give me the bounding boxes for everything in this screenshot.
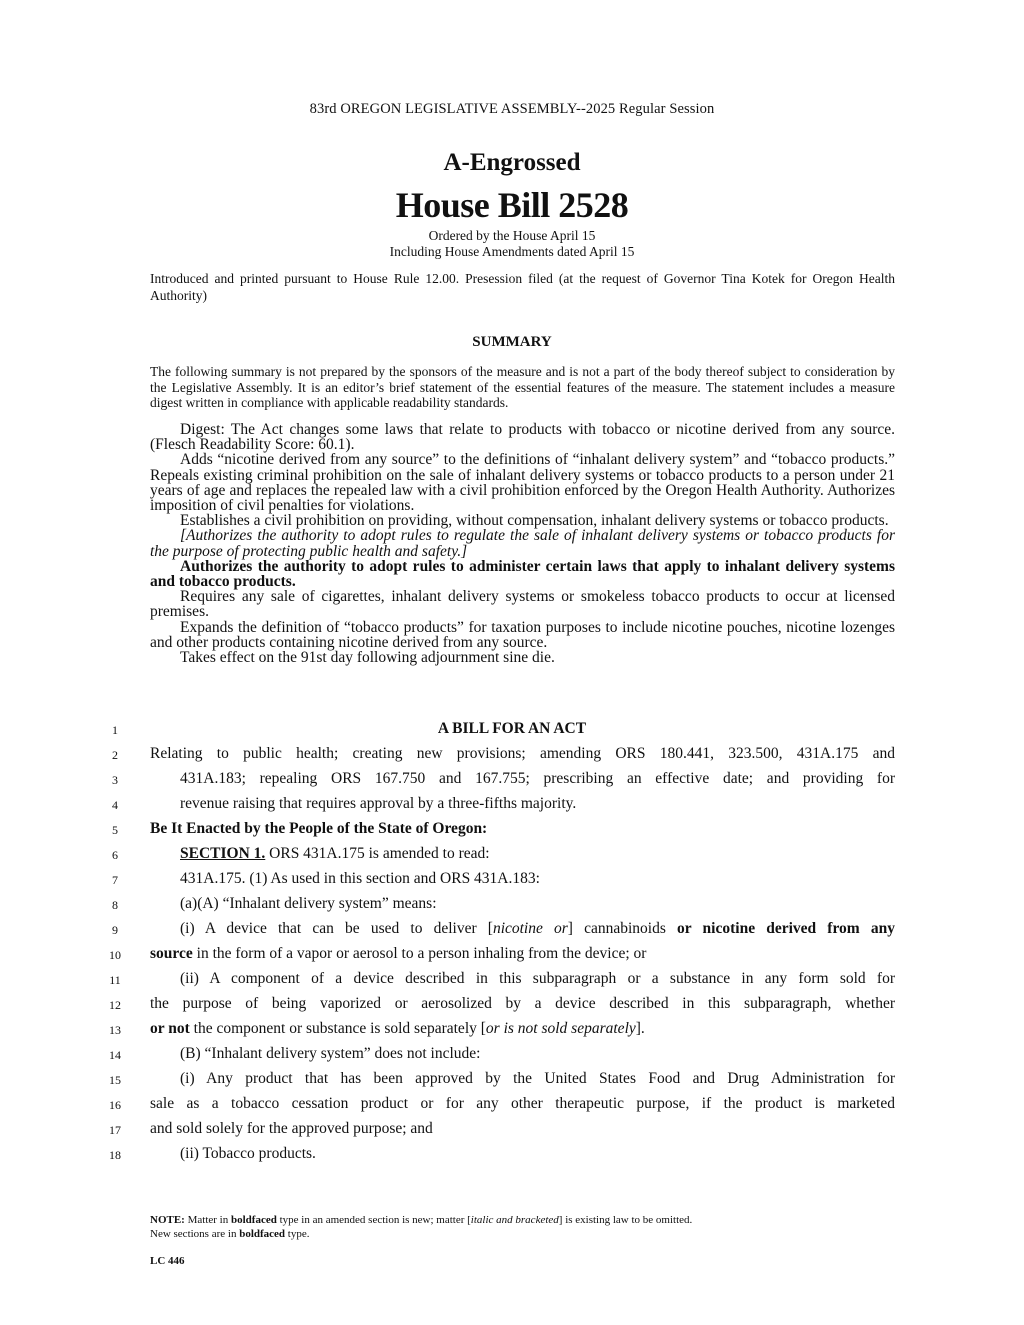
line-number: 11 [109,973,121,987]
note-text: Matter in [184,1214,231,1226]
digest-paragraph: Establishes a civil prohibition on providing, without compensation, inhalant delivery systems or tobacco products. [180,512,889,530]
digest-paragraph: Expands the definition of “tobacco products” for taxation purposes to include nicotine pouches, nicotine lozenges and other products containing nicotine derived from any source. [150,618,895,651]
digest-paragraph-new: Authorizes the authority to adopt rules to administer certain laws that apply to inhalant delivery systems and tobacco products. [150,557,895,591]
bill-line: 431A.175. (1) As used in this section and ORS 431A.183: [180,870,540,887]
line-number: 18 [109,1148,121,1162]
note-text: ] is existing law to be omitted. [558,1214,693,1226]
bill-line [180,920,895,938]
line-number: 12 [109,998,121,1012]
line-text: (i) A device that can be used to deliver [ [180,920,493,937]
note-line-2 [150,1227,910,1241]
bill-line: the purpose of being vaporized or aerosolized by a device described in this subparagraph, whether [150,995,895,1012]
bill-line: revenue raising that requires approval by a three-fifths majority. [180,795,577,812]
bill-line: sale as a tobacco cessation product or for any other therapeutic purpose, if the product is marketed [150,1095,895,1112]
digest-paragraph: Takes effect on the 91st day following adjournment sine die. [180,649,555,667]
line-number: 15 [109,1073,121,1087]
note-text: type. [285,1228,310,1240]
line-number: 2 [112,748,118,762]
digest-paragraph: Digest: The Act changes some laws that relate to products with tobacco or nicotine derived from any source. (Flesch Readability Score: 60.1). [150,421,895,454]
bill-line [150,1020,895,1038]
ordered-block [0,228,1024,260]
note-italic: italic and bracketed [470,1214,559,1226]
line-text: the component or substance is sold separately [ [189,1020,486,1037]
bill-line: (ii) A component of a device described in this subparagraph or a substance in any form sold for [180,970,895,987]
note-line-1 [150,1213,910,1227]
line-number: 3 [112,773,118,787]
section-text: ORS 431A.175 is amended to read: [265,845,490,862]
session-heading: 83rd OREGON LEGISLATIVE ASSEMBLY--2025 Regular Session [309,101,715,117]
engrossed-label: A-Engrossed [443,149,581,176]
note-bold: boldfaced [239,1228,286,1240]
line-text: in the form of a vapor or aerosol to a person inhaling from the device; or [192,945,647,962]
deleted-text: nicotine or [492,920,568,937]
bill-line: Relating to public health; creating new provisions; amending ORS 180.441, 323.500, 431A.175 and [150,745,895,762]
ordered-line-1: Ordered by the House April 15 [428,228,596,243]
line-number: 4 [112,798,118,812]
new-text: or not [150,1020,190,1037]
note-text: New sections are in [150,1228,240,1240]
bill-line [150,945,895,963]
bill-line: 431A.183; repealing ORS 167.750 and 167.755; prescribing an effective date; and providing for [180,770,895,787]
bill-line: (i) Any product that has been approved by the United States Food and Drug Administration for [180,1070,895,1087]
bill-line: (B) “Inhalant delivery system” does not include: [180,1045,481,1062]
line-number: 7 [112,873,118,887]
line-number: 9 [112,923,118,937]
line-number: 6 [112,848,118,862]
introduced-note: Introduced and printed pursuant to House Rule 12.00. Presession filed (at the request of Governor Tina Kotek for Oregon Health Authority) [150,271,895,303]
section-heading [180,845,925,863]
note-bold: boldfaced [230,1214,277,1226]
line-number: 16 [109,1098,121,1112]
new-text: source [150,945,193,962]
section-label: SECTION 1. [180,845,266,862]
line-number: 14 [109,1048,121,1062]
deleted-text: or is not sold separately [485,1020,636,1037]
summary-heading: SUMMARY [472,334,552,350]
note-label: NOTE: [150,1214,185,1226]
line-number: 1 [112,723,118,737]
line-number: 13 [109,1023,121,1037]
summary-intro: The following summary is not prepared by the sponsors of the measure and is not a part of the body thereof subject to consideration by the Legislative Assembly. It is an editor’s brief statement of the essential features of the measure. The statement includes a measure digest written in compliance with applicable readability standards. [150,364,895,411]
bill-line: and sold solely for the approved purpose; and [150,1120,433,1137]
digest-paragraph: Adds “nicotine derived from any source” to the definitions of “inhalant delivery system” and “tobacco products.” Repeals existing criminal prohibition on the sale of inhalant delivery systems or tobacco products to a person under 21 years of age and replaces the repealed law with a civil prohibition enforced by the Oregon Health Authority. Authorizes imposition of civil penalties for violations. [150,451,895,515]
bill-title: House Bill 2528 [395,185,629,225]
line-number: 8 [112,898,118,912]
line-text: ] cannabinoids [567,920,678,937]
footer-note [150,1213,910,1241]
note-text: type in an amended section is new; matter [ [276,1214,471,1226]
line-number: 10 [109,948,121,962]
bill-line: (ii) Tobacco products. [180,1145,316,1162]
new-text: or nicotine derived from any [677,920,895,937]
line-number: 5 [112,823,118,837]
digest-paragraph-deleted: [Authorizes the authority to adopt rules to regulate the sale of inhalant delivery systems or tobacco products for the purpose of protecting public health and safety.] [150,527,895,560]
ordered-line-2: Including House Amendments dated April 15 [389,244,635,259]
bill-line: (a)(A) “Inhalant delivery system” means: [180,895,437,912]
bill-act-heading: A BILL FOR AN ACT [437,720,587,737]
line-text: ]. [635,1020,645,1037]
lc-number: LC 446 [150,1255,185,1267]
enacting-clause: Be It Enacted by the People of the State of Oregon: [150,820,488,837]
line-number: 17 [109,1123,121,1137]
digest-paragraph: Requires any sale of cigarettes, inhalant delivery systems or smokeless tobacco products to occur at licensed premises. [150,588,895,621]
digest-block [150,422,895,665]
